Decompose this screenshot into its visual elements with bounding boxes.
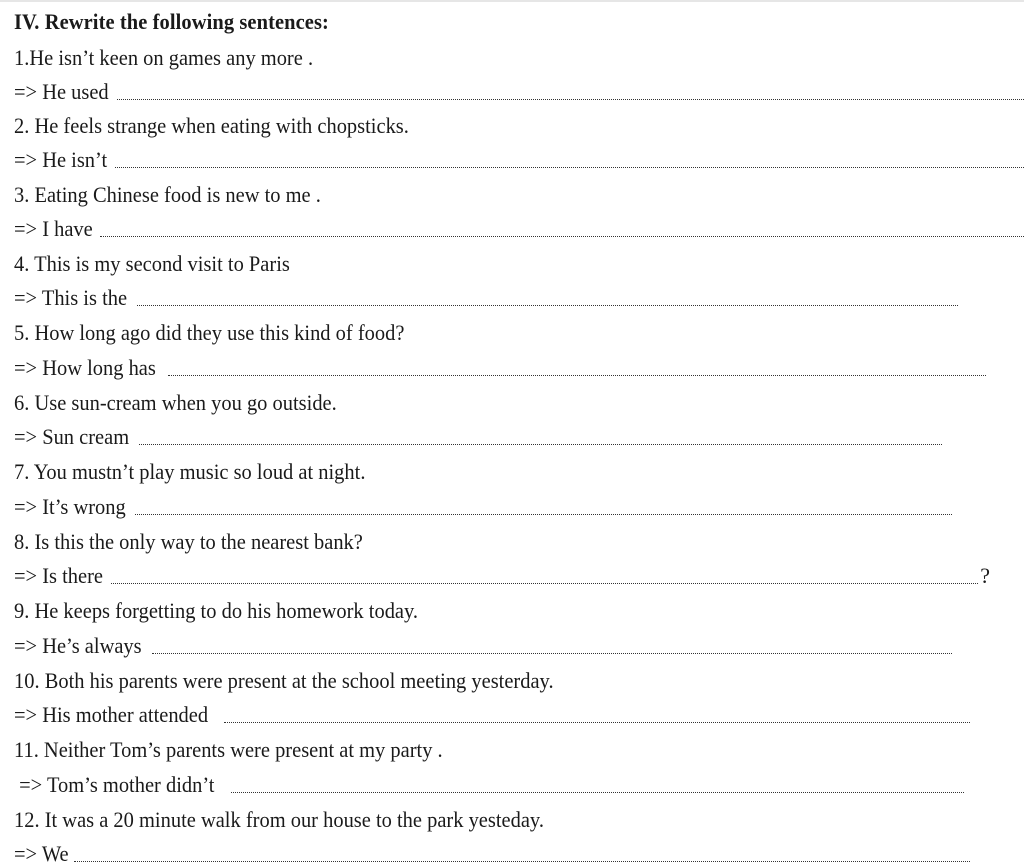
top-rule (0, 0, 1024, 2)
question-6: 6. Use sun-cream when you go outside. (14, 390, 337, 415)
answer-prefix-1: => He used (14, 79, 109, 104)
answer-blank-2[interactable] (115, 166, 1024, 168)
answer-prefix-3: => I have (14, 216, 93, 241)
answer-prefix-5: => How long has (14, 355, 156, 380)
answer-prefix-4: => This is the (14, 285, 128, 310)
answer-prefix-2: => He isn’t (14, 147, 108, 172)
answer-prefix-7: => It’s wrong (14, 494, 126, 519)
answer-line-11 (14, 771, 964, 799)
answer-blank-1[interactable] (117, 98, 1024, 100)
answer-line-12 (14, 840, 970, 868)
question-9: 9. He keeps forgetting to do his homework today. (14, 598, 419, 623)
answer-prefix-10: => His mother attended (14, 702, 209, 727)
answer-prefix-8: => Is there (14, 563, 103, 588)
question-2: 2. He feels strange when eating with chopsticks. (14, 113, 409, 138)
answer-line-4 (14, 284, 958, 312)
question-4: 4. This is my second visit to Paris (14, 251, 290, 276)
answer-prefix-6: => Sun cream (14, 424, 130, 449)
answer-prefix-9: => He’s always (14, 633, 142, 658)
answer-blank-11[interactable] (231, 791, 964, 793)
answer-line-6 (14, 423, 942, 451)
answer-blank-6[interactable] (139, 443, 942, 445)
answer-line-8 (14, 562, 990, 590)
answer-line-3 (14, 215, 1024, 243)
section-title: IV. Rewrite the following sentences: (14, 9, 329, 34)
answer-prefix-11: => Tom’s mother didn’t (14, 772, 215, 797)
answer-line-2 (14, 146, 1024, 174)
answer-line-7 (14, 493, 952, 521)
question-5: 5. How long ago did they use this kind of food? (14, 320, 405, 345)
question-11: 11. Neither Tom’s parents were present at my party . (14, 737, 443, 762)
answer-prefix-12: => We (14, 841, 69, 866)
question-7: 7. You mustn’t play music so loud at night. (14, 459, 366, 484)
answer-line-9 (14, 632, 952, 660)
answer-line-10 (14, 701, 970, 729)
answer-blank-3[interactable] (100, 235, 1024, 237)
answer-blank-8[interactable] (111, 582, 979, 584)
answer-blank-5[interactable] (168, 374, 986, 376)
answer-line-5 (14, 354, 986, 382)
answer-line-1 (14, 78, 1024, 106)
answer-blank-7[interactable] (135, 513, 952, 515)
question-3: 3. Eating Chinese food is new to me . (14, 182, 321, 207)
question-10: 10. Both his parents were present at the school meeting yesterday. (14, 668, 554, 693)
answer-blank-9[interactable] (152, 652, 952, 654)
answer-blank-4[interactable] (137, 304, 958, 306)
question-12: 12. It was a 20 minute walk from our house to the park yesteday. (14, 807, 544, 832)
answer-blank-10[interactable] (224, 721, 970, 723)
question-8: 8. Is this the only way to the nearest bank? (14, 529, 363, 554)
answer-suffix-8: ? (980, 563, 990, 588)
answer-blank-12[interactable] (74, 860, 970, 862)
question-1: 1.He isn’t keen on games any more . (14, 45, 314, 70)
